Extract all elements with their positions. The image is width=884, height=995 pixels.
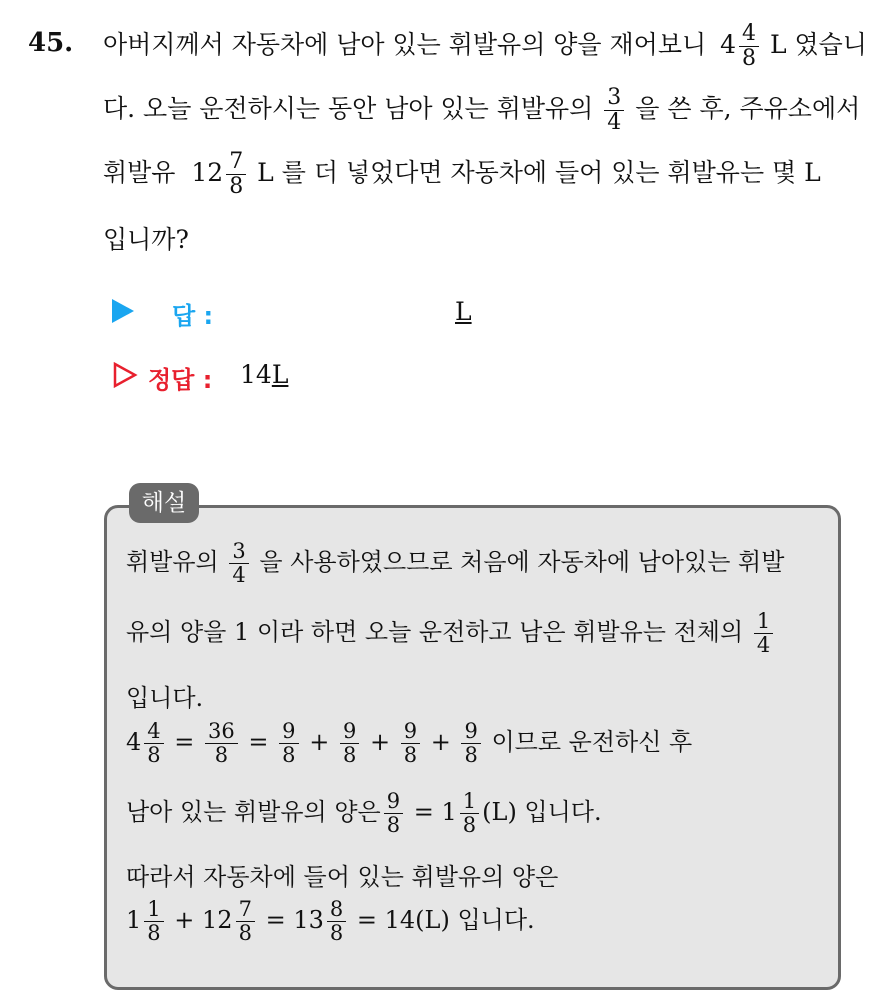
fraction: $\frac{3}{4}$ xyxy=(604,86,624,135)
answer-label: 답 : xyxy=(172,302,214,330)
question-line-4: 입니까? xyxy=(103,225,189,254)
explanation-line-7: 1 $\frac{1}{8}$ + 12 $\frac{7}{8}$ = 13 $\frac{8}{8}$ = 14(L) 입니다. xyxy=(126,897,535,945)
fraction: $\frac{1}{8}$ xyxy=(144,898,163,945)
correct-unit: L xyxy=(271,360,289,389)
mixed-whole: 12 xyxy=(191,158,224,187)
question-line-3 xyxy=(103,150,821,199)
explanation-line-1: 휘발유의 $\frac{3}{4}$ 을 사용하였으므로 처음에 자동차에 남아있는 휘발 xyxy=(126,539,785,587)
question-text: L 였습니 xyxy=(769,30,867,59)
mixed-whole: 4 xyxy=(720,30,736,59)
fraction: $\frac{9}{8}$ xyxy=(401,720,420,767)
question-text: 다. 오늘 운전하시는 동안 남아 있는 휘발유의 xyxy=(103,94,594,123)
fraction: $\frac{7}{8}$ xyxy=(236,898,255,945)
fraction: $\frac{9}{8}$ xyxy=(384,790,403,837)
question-text: 휘발유 xyxy=(103,158,176,187)
question-line-2 xyxy=(103,86,860,135)
fraction: $\frac{9}{8}$ xyxy=(340,720,359,767)
fraction: $\frac{8}{8}$ xyxy=(327,898,346,945)
question-text: L 를 더 넣었다면 자동차에 들어 있는 휘발유는 몇 L xyxy=(257,158,821,187)
fraction: $\frac{1}{8}$ xyxy=(460,790,479,837)
question-line-1 xyxy=(103,22,867,71)
fraction: $\frac{9}{8}$ xyxy=(461,720,480,767)
explanation-line-5: 남아 있는 휘발유의 양은 $\frac{9}{8}$ = 1 $\frac{1}{8}$ (L) 입니다. xyxy=(126,789,602,837)
answer-unit: L xyxy=(455,297,472,326)
fraction: $\frac{4}{8}$ xyxy=(739,22,759,71)
correct-value: 14 xyxy=(240,360,272,389)
play-arrow-icon xyxy=(112,299,134,323)
explanation-line-2: 유의 양을 1 이라 하면 오늘 운전하고 남은 휘발유는 전체의 $\frac{1}{4}$ xyxy=(126,610,776,657)
explanation-line-4: 4 $\frac{4}{8}$ = $\frac{36}{8}$ = $\frac{9}{8}$ + $\frac{9}{8}$ + $\frac{9}{8}$ + $\frac{9}{8}$ 이므로 운전하신 후 xyxy=(126,719,693,767)
explanation-tag: 해설 xyxy=(129,483,199,523)
fraction: $\frac{9}{8}$ xyxy=(279,720,298,767)
explanation-line-3: 입니다. xyxy=(126,684,204,712)
fraction: $\frac{1}{4}$ xyxy=(754,610,773,657)
fraction: $\frac{36}{8}$ xyxy=(205,720,238,767)
question-number: 45. xyxy=(28,28,74,58)
correct-answer xyxy=(240,360,288,389)
question-text: 아버지께서 자동차에 남아 있는 휘발유의 양을 재어보니 xyxy=(103,30,707,59)
correct-answer-label: 정답 : xyxy=(148,366,213,394)
outline-arrow-icon xyxy=(112,362,138,388)
question-text: 을 쓴 후, 주유소에서 xyxy=(635,94,861,123)
explanation-line-6: 따라서 자동차에 들어 있는 휘발유의 양은 xyxy=(126,863,559,891)
fraction: $\frac{7}{8}$ xyxy=(226,150,246,199)
fraction: $\frac{3}{4}$ xyxy=(229,540,248,587)
fraction: $\frac{4}{8}$ xyxy=(144,720,163,767)
